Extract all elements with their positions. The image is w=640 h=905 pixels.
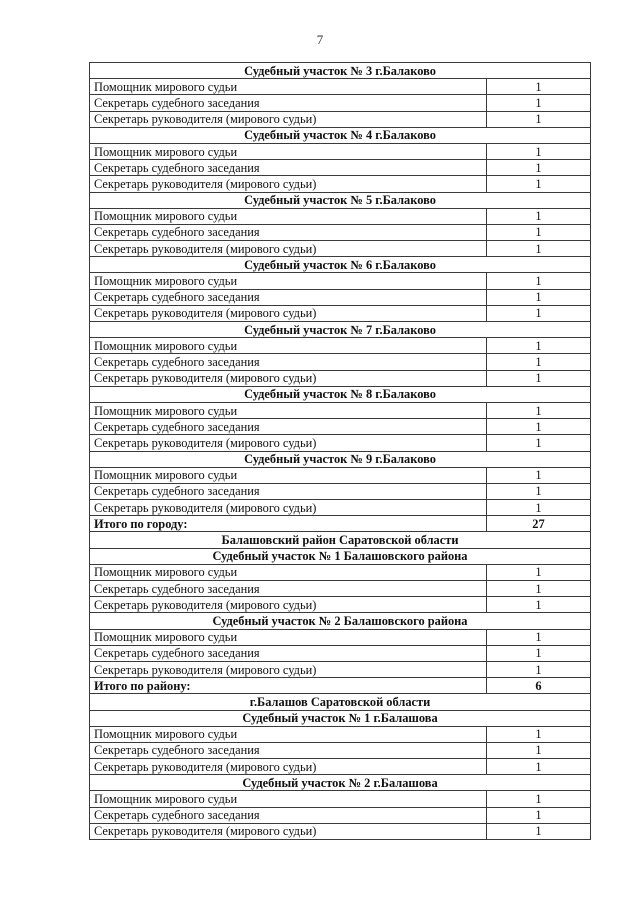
section-header: Судебный участок № 2 г.Балашова <box>90 775 591 791</box>
section-header-row <box>90 63 591 79</box>
table-row <box>90 273 591 289</box>
table-row <box>90 645 591 661</box>
section-header: Балашовский район Саратовской области <box>90 532 591 548</box>
section-header-row <box>90 775 591 791</box>
section-header-row <box>90 386 591 402</box>
total-row <box>90 516 591 532</box>
position-name: Секретарь руководителя (мирового судьи) <box>90 500 487 516</box>
position-name: Секретарь руководителя (мирового судьи) <box>90 176 487 192</box>
staffing-table <box>89 62 591 840</box>
position-count: 1 <box>487 95 591 111</box>
position-name: Помощник мирового судьи <box>90 273 487 289</box>
table-row <box>90 176 591 192</box>
table-row <box>90 224 591 240</box>
position-name: Секретарь судебного заседания <box>90 645 487 661</box>
section-header-row <box>90 257 591 273</box>
position-count: 1 <box>487 483 591 499</box>
section-header-row <box>90 451 591 467</box>
position-name: Секретарь судебного заседания <box>90 419 487 435</box>
table-row <box>90 354 591 370</box>
section-header-row <box>90 532 591 548</box>
position-count: 1 <box>487 224 591 240</box>
position-count: 1 <box>487 759 591 775</box>
section-header-row <box>90 127 591 143</box>
table-row <box>90 661 591 677</box>
total-label: Итого по району: <box>90 678 487 694</box>
position-count: 1 <box>487 79 591 95</box>
total-value: 6 <box>487 678 591 694</box>
table-row <box>90 160 591 176</box>
position-name: Секретарь судебного заседания <box>90 224 487 240</box>
position-count: 1 <box>487 111 591 127</box>
section-header: Судебный участок № 4 г.Балаково <box>90 127 591 143</box>
position-name: Секретарь судебного заседания <box>90 483 487 499</box>
table-row <box>90 95 591 111</box>
position-name: Секретарь судебного заседания <box>90 807 487 823</box>
position-name: Секретарь руководителя (мирового судьи) <box>90 370 487 386</box>
table-row <box>90 807 591 823</box>
position-name: Помощник мирового судьи <box>90 338 487 354</box>
table-row <box>90 79 591 95</box>
position-name: Секретарь руководителя (мирового судьи) <box>90 823 487 839</box>
position-count: 1 <box>487 581 591 597</box>
position-count: 1 <box>487 143 591 159</box>
position-name: Помощник мирового судьи <box>90 726 487 742</box>
position-name: Помощник мирового судьи <box>90 467 487 483</box>
position-count: 1 <box>487 305 591 321</box>
section-header-row <box>90 710 591 726</box>
position-count: 1 <box>487 467 591 483</box>
section-header: Судебный участок № 6 г.Балаково <box>90 257 591 273</box>
position-name: Помощник мирового судьи <box>90 564 487 580</box>
table-row <box>90 823 591 839</box>
table-row <box>90 742 591 758</box>
position-name: Секретарь руководителя (мирового судьи) <box>90 305 487 321</box>
position-name: Помощник мирового судьи <box>90 791 487 807</box>
position-count: 1 <box>487 629 591 645</box>
section-header-row <box>90 192 591 208</box>
table-row <box>90 500 591 516</box>
table-row <box>90 467 591 483</box>
table-row <box>90 111 591 127</box>
table-row <box>90 419 591 435</box>
table-row <box>90 208 591 224</box>
table-row <box>90 370 591 386</box>
position-name: Секретарь судебного заседания <box>90 289 487 305</box>
position-name: Секретарь судебного заседания <box>90 742 487 758</box>
position-count: 1 <box>487 273 591 289</box>
position-count: 1 <box>487 402 591 418</box>
table-row <box>90 597 591 613</box>
total-row <box>90 678 591 694</box>
position-count: 1 <box>487 176 591 192</box>
section-header-row <box>90 548 591 564</box>
section-header-row <box>90 613 591 629</box>
table-row <box>90 564 591 580</box>
table-row <box>90 402 591 418</box>
position-name: Секретарь руководителя (мирового судьи) <box>90 597 487 613</box>
position-count: 1 <box>487 726 591 742</box>
position-name: Секретарь руководителя (мирового судьи) <box>90 111 487 127</box>
position-name: Секретарь руководителя (мирового судьи) <box>90 661 487 677</box>
table-row <box>90 338 591 354</box>
position-count: 1 <box>487 807 591 823</box>
position-name: Помощник мирового судьи <box>90 629 487 645</box>
table-row <box>90 241 591 257</box>
table-row <box>90 143 591 159</box>
position-name: Помощник мирового судьи <box>90 143 487 159</box>
position-count: 1 <box>487 645 591 661</box>
table-row <box>90 581 591 597</box>
position-name: Секретарь руководителя (мирового судьи) <box>90 435 487 451</box>
section-header-row <box>90 322 591 338</box>
section-header: Судебный участок № 7 г.Балаково <box>90 322 591 338</box>
section-header-row <box>90 694 591 710</box>
section-header: Судебный участок № 1 Балашовского района <box>90 548 591 564</box>
position-count: 1 <box>487 208 591 224</box>
section-header: Судебный участок № 5 г.Балаково <box>90 192 591 208</box>
position-count: 1 <box>487 500 591 516</box>
position-count: 1 <box>487 791 591 807</box>
table-row <box>90 305 591 321</box>
position-name: Секретарь судебного заседания <box>90 160 487 176</box>
section-header: Судебный участок № 3 г.Балаково <box>90 63 591 79</box>
position-name: Секретарь руководителя (мирового судьи) <box>90 241 487 257</box>
staffing-table-body <box>90 63 591 840</box>
position-name: Секретарь судебного заседания <box>90 354 487 370</box>
position-count: 1 <box>487 160 591 176</box>
table-row <box>90 759 591 775</box>
section-header: Судебный участок № 8 г.Балаково <box>90 386 591 402</box>
position-count: 1 <box>487 823 591 839</box>
position-count: 1 <box>487 338 591 354</box>
total-value: 27 <box>487 516 591 532</box>
position-name: Помощник мирового судьи <box>90 402 487 418</box>
table-row <box>90 791 591 807</box>
position-count: 1 <box>487 597 591 613</box>
position-count: 1 <box>487 370 591 386</box>
total-label: Итого по городу: <box>90 516 487 532</box>
table-row <box>90 435 591 451</box>
table-row <box>90 289 591 305</box>
position-count: 1 <box>487 435 591 451</box>
table-row <box>90 483 591 499</box>
position-name: Помощник мирового судьи <box>90 79 487 95</box>
position-name: Секретарь судебного заседания <box>90 95 487 111</box>
section-header: Судебный участок № 2 Балашовского района <box>90 613 591 629</box>
position-count: 1 <box>487 354 591 370</box>
section-header: Судебный участок № 1 г.Балашова <box>90 710 591 726</box>
page-number: 7 <box>316 32 324 47</box>
position-count: 1 <box>487 289 591 305</box>
position-name: Секретарь руководителя (мирового судьи) <box>90 759 487 775</box>
position-count: 1 <box>487 661 591 677</box>
position-count: 1 <box>487 564 591 580</box>
table-row <box>90 726 591 742</box>
position-count: 1 <box>487 419 591 435</box>
position-count: 1 <box>487 241 591 257</box>
position-count: 1 <box>487 742 591 758</box>
position-name: Секретарь судебного заседания <box>90 581 487 597</box>
section-header: Судебный участок № 9 г.Балаково <box>90 451 591 467</box>
table-row <box>90 629 591 645</box>
position-name: Помощник мирового судьи <box>90 208 487 224</box>
section-header: г.Балашов Саратовской области <box>90 694 591 710</box>
